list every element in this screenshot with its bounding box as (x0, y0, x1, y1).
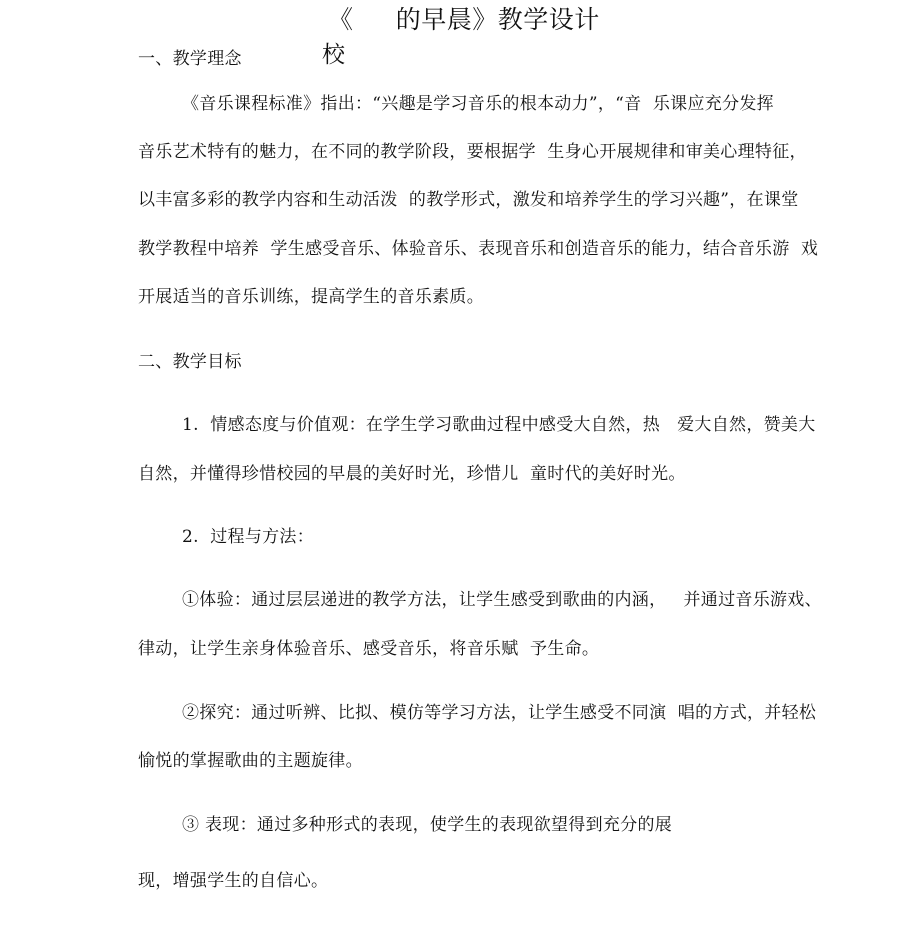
objective-line: 律动，让学生亲身体验音乐、感受音乐，将音乐赋 予生命。 (138, 639, 600, 659)
objective-line: 愉悦的掌握歌曲的主题旋律。 (138, 751, 363, 771)
document-title: 《 的早晨》教学设计 (328, 5, 600, 34)
paragraph-line: 《音乐课程标准》指出：“兴趣是学习音乐的根本动力”，“音 乐课应充分发挥 (182, 94, 774, 114)
title-fragment: 校 (322, 42, 345, 68)
paragraph-line: 音乐艺术特有的魅力，在不同的教学阶段，要根据学 生身心开展规律和审美心理特征， (138, 142, 807, 162)
paragraph-line: 开展适当的音乐训练，提高学生的音乐素质。 (138, 287, 484, 307)
objective-line: 现，增强学生的自信心。 (138, 871, 329, 891)
objective-line: ②探究：通过听辨、比拟、模仿等学习方法，让学生感受不同演 唱的方式，并轻松 (182, 703, 817, 723)
paragraph-line: 教学教程中培养 学生感受音乐、体验音乐、表现音乐和创造音乐的能力，结合音乐游 戏 (138, 239, 819, 259)
objective-line: 2. 过程与方法： (182, 527, 315, 547)
objective-line: ③ 表现：通过多种形式的表现，使学生的表现欲望得到充分的展 (182, 815, 673, 835)
paragraph-line: 以丰富多彩的教学内容和生动活泼 的教学形式，激发和培养学生的学习兴趣”，在课堂 (138, 190, 799, 210)
objective-line: 1. 情感态度与价值观：在学生学习歌曲过程中感受大自然，热 爱大自然，赞美大 (182, 415, 816, 435)
section-heading-philosophy: 一、教学理念 (138, 49, 242, 69)
objective-line: 自然，并懂得珍惜校园的早晨的美好时光，珍惜儿 童时代的美好时光。 (138, 464, 686, 484)
objective-line: ①体验：通过层层递进的教学方法，让学生感受到歌曲的内涵， 并通过音乐游戏、 (182, 590, 822, 610)
section-heading-objectives: 二、教学目标 (138, 352, 242, 372)
